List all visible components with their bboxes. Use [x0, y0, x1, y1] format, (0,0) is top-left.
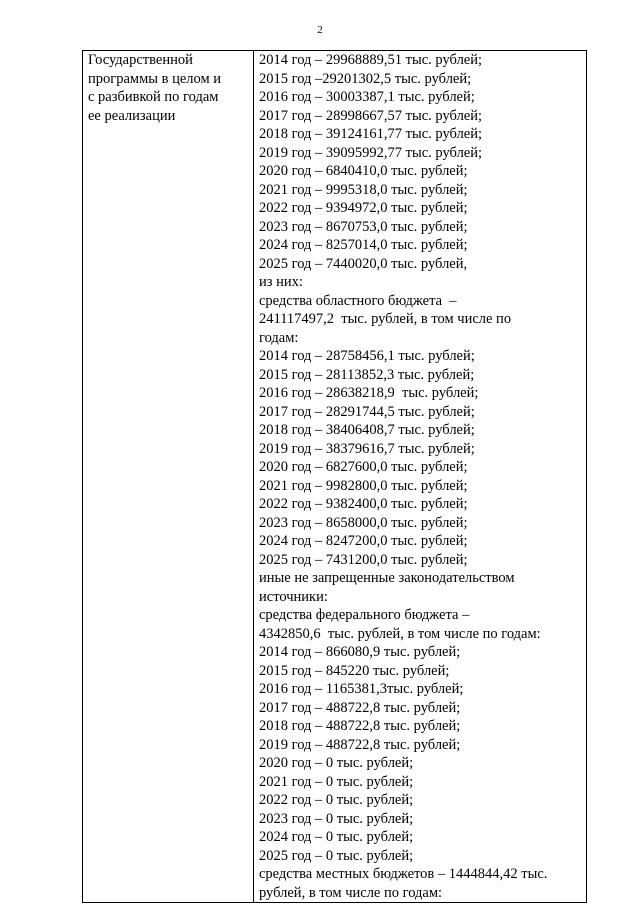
funding-line: 2022 год – 9382400,0 тыс. рублей;	[259, 496, 468, 512]
funding-line: 2021 год – 9982800,0 тыс. рублей;	[259, 477, 468, 494]
funding-line: 2024 год – 8247200,0 тыс. рублей;	[259, 533, 468, 549]
funding-line: 2021 год – 9995318,0 тыс. рублей;	[259, 181, 468, 198]
funding-line: 2015 год – 28113852,3 тыс. рублей;	[259, 366, 475, 383]
funding-line: рублей, в том числе по годам:	[259, 884, 443, 901]
funding-line: 2023 год – 8658000,0 тыс. рублей;	[259, 514, 468, 531]
funding-line: 2022 год – 9394972,0 тыс. рублей;	[259, 200, 468, 216]
program-label-line: Государственной	[88, 52, 193, 68]
funding-line: 2020 год – 6840410,0 тыс. рублей;	[259, 163, 468, 179]
funding-line: 2015 год –29201302,5 тыс. рублей;	[259, 70, 472, 87]
funding-line: 2024 год – 0 тыс. рублей;	[259, 829, 414, 845]
funding-line: 2023 год – 0 тыс. рублей;	[259, 810, 414, 827]
funding-line: 241117497,2 тыс. рублей, в том числе по	[259, 311, 512, 327]
funding-line: годам:	[259, 329, 299, 346]
funding-line: 2019 год – 39095992,77 тыс. рублей;	[259, 144, 483, 161]
funding-line: средства местных бюджетов – 1444844,42 тыс.	[259, 866, 548, 882]
funding-line: 2022 год – 0 тыс. рублей;	[259, 792, 414, 808]
program-label-text	[83, 51, 253, 125]
program-label-line: программы в целом и	[88, 70, 222, 87]
funding-line: 2016 год – 30003387,1 тыс. рублей;	[259, 89, 475, 105]
funding-line: 2018 год – 39124161,77 тыс. рублей;	[259, 126, 483, 142]
funding-line: 2018 год – 488722,8 тыс. рублей;	[259, 718, 461, 734]
funding-line: 2014 год – 866080,9 тыс. рублей;	[259, 644, 461, 660]
funding-line: 2016 год – 28638218,9 тыс. рублей;	[259, 385, 479, 401]
funding-line: 2017 год – 28998667,57 тыс. рублей;	[259, 107, 483, 124]
funding-line: 2025 год – 7431200,0 тыс. рублей;	[259, 551, 468, 568]
funding-line: иные не запрещенные законодательством	[259, 570, 515, 586]
funding-line: 2016 год – 1165381,3тыс. рублей;	[259, 681, 464, 697]
funding-line: 2024 год – 8257014,0 тыс. рублей;	[259, 237, 468, 253]
funding-line: 2018 год – 38406408,7 тыс. рублей;	[259, 422, 475, 438]
funding-line: 2019 год – 38379616,7 тыс. рублей;	[259, 440, 475, 457]
funding-details-text	[254, 51, 586, 902]
funding-line: 2025 год – 7440020,0 тыс. рублей,	[259, 255, 468, 272]
funding-line: 2023 год – 8670753,0 тыс. рублей;	[259, 218, 468, 235]
funding-line: средства федерального бюджета –	[259, 607, 470, 623]
funding-line: 2025 год – 0 тыс. рублей;	[259, 847, 414, 864]
funding-line: 2014 год – 29968889,51 тыс. рублей;	[259, 52, 483, 68]
program-label-cell	[83, 51, 254, 903]
funding-line: 2020 год – 6827600,0 тыс. рублей;	[259, 459, 468, 475]
funding-line: 4342850,6 тыс. рублей, в том числе по годам:	[259, 625, 541, 642]
program-label-line: с разбивкой по годам	[88, 89, 219, 105]
funding-line: 2017 год – 488722,8 тыс. рублей;	[259, 699, 461, 716]
funding-table	[82, 50, 587, 903]
funding-line: источники:	[259, 588, 328, 605]
funding-line: 2017 год – 28291744,5 тыс. рублей;	[259, 403, 475, 420]
funding-line: 2014 год – 28758456,1 тыс. рублей;	[259, 348, 475, 364]
table-row	[83, 51, 587, 903]
funding-line: 2020 год – 0 тыс. рублей;	[259, 755, 414, 771]
funding-line: 2019 год – 488722,8 тыс. рублей;	[259, 736, 461, 753]
funding-line: средства областного бюджета –	[259, 292, 457, 309]
funding-line: 2021 год – 0 тыс. рублей;	[259, 773, 414, 790]
funding-details-cell	[254, 51, 587, 903]
funding-line: из них:	[259, 274, 303, 290]
program-label-line: ее реализации	[88, 107, 176, 124]
page-number: 2	[317, 24, 323, 36]
funding-line: 2015 год – 845220 тыс. рублей;	[259, 662, 450, 679]
